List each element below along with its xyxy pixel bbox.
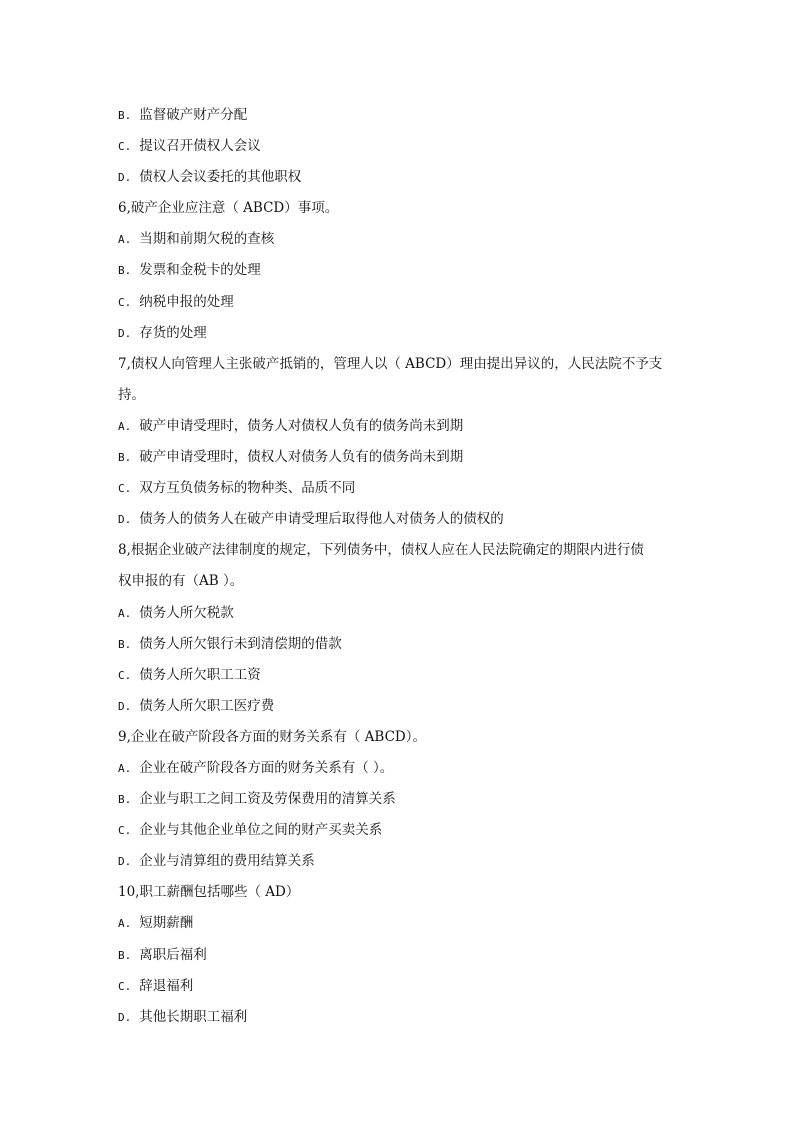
option-line [118,784,688,815]
option-letter: B. [118,451,132,465]
option-line [118,287,688,318]
option-text: 发票和金税卡的处理 [139,262,261,279]
question-line [118,722,688,753]
question-line [118,349,688,380]
option-letter: A. [118,419,132,433]
option-letter: B. [118,793,132,807]
option-letter: D. [118,699,132,713]
option-line [118,846,688,877]
option-line [118,815,688,846]
option-letter: B. [118,109,132,122]
option-letter: C. [118,140,132,154]
option-letter: A. [118,761,132,775]
question-text: 6,破产企业应注意（ ABCD）事项。 [118,200,339,217]
option-letter: D. [118,171,132,185]
option-line [118,442,688,473]
option-line [118,940,688,971]
question-line [118,535,688,566]
question-text: 7,债权人向管理人主张破产抵销的，管理人以（ ABCD）理由提出异议的，人民法院不予支 [118,355,663,372]
option-line [118,100,688,131]
option-text: 存货的处理 [139,324,207,341]
option-text: 提议召开债权人会议 [139,138,261,155]
question-line [118,566,688,597]
option-line [118,1002,688,1033]
option-line [118,411,688,442]
option-letter: D. [118,1010,132,1024]
option-letter: C. [118,482,132,496]
document-page [118,100,688,1033]
option-line [118,318,688,349]
option-letter: C. [118,668,132,682]
option-text: 其他长期职工福利 [139,1008,248,1025]
option-letter: D. [118,513,132,527]
option-text: 债权人会议委托的其他职权 [139,169,302,186]
option-text: 债务人所欠银行未到清偿期的借款 [139,635,342,652]
option-letter: B. [118,264,132,278]
option-letter: D. [118,855,132,869]
option-line [118,162,688,193]
option-text: 辞退福利 [139,977,194,994]
option-text: 纳税申报的处理 [139,293,234,310]
option-line [118,224,688,255]
question-text: 10,职工薪酬包括哪些（ AD） [118,884,300,901]
option-text: 短期薪酬 [139,915,194,932]
option-letter: A. [118,606,132,620]
question-text: 权申报的有（AB ）。 [118,573,244,590]
option-text: 破产申请受理时，债务人对债权人负有的债务尚未到期 [139,417,464,434]
option-letter: B. [118,948,132,962]
question-text: 9,企业在破产阶段各方面的财务关系有（ ABCD）。 [118,728,426,745]
option-text: 企业在破产阶段各方面的财务关系有（ ）。 [139,759,394,776]
option-letter: C. [118,295,132,309]
option-text: 企业与清算组的费用结算关系 [139,853,315,870]
question-line [118,877,688,908]
option-line [118,255,688,286]
option-letter: D. [118,326,132,340]
option-line [118,908,688,939]
option-text: 债务人的债务人在破产申请受理后取得他人对债务人的债权的 [139,511,504,528]
option-text: 债务人所欠税款 [139,604,234,621]
option-text: 企业与其他企业单位之间的财产买卖关系 [139,822,383,839]
option-letter: A. [118,917,132,931]
option-line [118,691,688,722]
option-line [118,598,688,629]
option-text: 当期和前期欠税的查核 [139,231,275,248]
question-line [118,380,688,411]
option-letter: B. [118,637,132,651]
option-text: 债务人所欠职工医疗费 [139,697,275,714]
option-letter: C. [118,824,132,838]
question-text: 8,根据企业破产法律制度的规定，下列债务中，债权人应在人民法院确定的期限内进行债 [118,542,644,559]
option-line [118,473,688,504]
option-text: 企业与职工之间工资及劳保费用的清算关系 [139,791,396,808]
question-text: 持。 [118,386,145,403]
question-line [118,193,688,224]
option-text: 离职后福利 [139,946,207,963]
option-text: 破产申请受理时，债权人对债务人负有的债务尚未到期 [139,449,464,466]
option-line [118,971,688,1002]
option-line [118,504,688,535]
option-line [118,753,688,784]
option-line [118,660,688,691]
option-text: 债务人所欠职工工资 [139,666,261,683]
option-line [118,131,688,162]
option-line [118,629,688,660]
option-letter: A. [118,233,132,247]
option-text: 双方互负债务标的物种类、品质不同 [139,480,356,497]
option-letter: C. [118,979,132,993]
option-text: 监督破产财产分配 [139,107,248,123]
